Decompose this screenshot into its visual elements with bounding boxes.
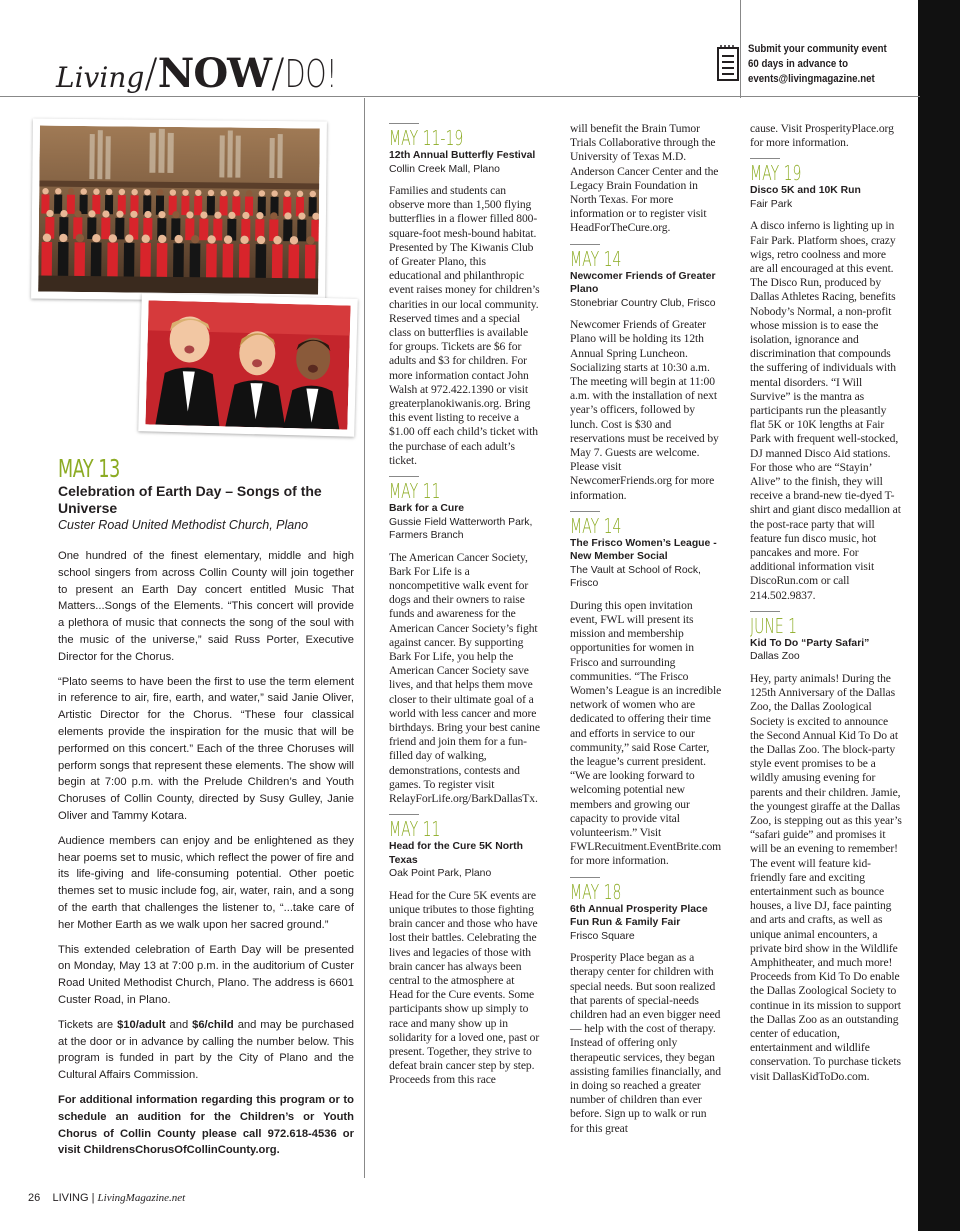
submit-line-3[interactable]: events@livingmagazine.net <box>748 73 875 85</box>
event-title: Kid To Do “Party Safari” <box>750 637 870 649</box>
events-column-1 <box>389 123 541 1088</box>
lead-title: Celebration of Earth Day – Songs of the Universe <box>58 483 322 516</box>
adult-price: $10/adult <box>117 1018 166 1031</box>
lead-body <box>58 548 354 1167</box>
submit-text <box>748 42 887 87</box>
event-venue: Frisco Square <box>570 930 635 942</box>
event-date: MAY 11-19 <box>389 126 464 150</box>
masthead-do: DO! <box>284 52 337 96</box>
choir-singer <box>101 218 110 240</box>
event-body: Families and students can observe more than 1,500 flying butterflies in a flower filled 800-square-foot mesh-bound habitat. Presented by The Kiwanis Club of Greater Plano, this educational and philanthropic event raises money for children’s charities in our local community. Reserved times and a special class on butterflies is available for groups. Tickets are $6 for adults and $3 for children. For more information contact John Walsh at 972.422.1390 or visit greaterplanokiwanis.org. Bring this event listing to receive a $1.00 off each child’s ticket with the purchase of each adult’s ticket. <box>389 184 540 467</box>
event-date: MAY 14 <box>570 513 622 538</box>
choir-singer <box>67 195 75 214</box>
event-date: MAY 11 <box>389 817 441 842</box>
event-venue: Collin Creek Mall, Plano <box>389 163 500 175</box>
choir-singer <box>194 196 202 215</box>
event-rule <box>570 877 600 878</box>
footer-site: LivingMagazine.net <box>97 1192 186 1204</box>
event-rule <box>389 123 419 124</box>
event-date: JUNE 1 <box>750 613 798 638</box>
boys-choir-image <box>145 300 350 429</box>
lead-contact: For additional information regarding this program or to schedule an audition for the Children’s or Youth Chorus of Collin County please call 972.618-4536 or visit ChildrensChorusOfCollinCounty.org. <box>58 1093 354 1157</box>
tickets-and: and <box>165 1018 193 1031</box>
choir-singer <box>297 220 306 242</box>
lead-venue: Custer Road United Methodist Church, Plano <box>58 518 309 532</box>
column-rule <box>364 98 365 1178</box>
masthead-living: Living <box>56 61 145 94</box>
event-title: 12th Annual Butterfly Festival <box>389 150 536 161</box>
submit-note <box>716 42 916 92</box>
submit-line-2: 60 days in advance to <box>748 58 849 70</box>
event-title: The Frisco Women’s League - New Member Social <box>570 537 717 563</box>
event-title: Disco 5K and 10K Run <box>750 185 861 197</box>
page-edge-bar <box>918 0 960 1231</box>
event-body: Hey, party animals! During the 125th Anniversary of the Dallas Zoo, the Dallas Zoological Society is excited to announce the Second Annual Kid To Do at the Dallas Zoo. The block-party style event promises to be a wildly amusing evening for parents and their children. Jamie, the youngest giraffe at the Dallas Zoo, is stepping out as this year’s “safari guide” and promises it will be an evening to remember! The event will feature kid-friendly fare and exciting entertainment such as bounce houses, a live DJ, face painting and arts and crafts, as well as unique animal encounters, a private bird show in the Wildlife Amphitheater, and much more! Proceeds from Kid To Do enable the Dallas Zoological Society to continue in its mission to support the Dallas Zoo as an outstanding center of education, entertainment and wildlife conservation. To purchase tickets visit DallasKidToDo.com. <box>750 671 902 1083</box>
event-body-continued: cause. Visit ProsperityPlace.org for more information. <box>750 122 894 150</box>
event-body: Head for the Cure 5K events are unique tributes to those fighting brain cancer and those who have lost their battles. Celebrating the lives and legacies of those with brain cancer has always been central to the atmosphere at Head for the Cure events. Some participants show up simply to race and many show up in solidarity for a loved one, past or present. Together, they strive to defeat brain cancer step by step. Proceeds from this race <box>389 888 540 1087</box>
event-title: Newcomer Friends of Greater Plano <box>570 270 716 296</box>
event-body: The American Cancer Society, Bark For Life is a noncompetitive walk event for dogs and their owners to raise funds and awareness for the American Cancer Society’s fight against cancer. By supporting Bark For Life, you help the American Cancer Society save lives, and that helps them move closer to their ultimate goal of a world with less cancer and more birthdays. Bring your best canine friend and join them for a fun-filled day of walking, demonstrations, contests and games. To register visit RelayForLife.org/BarkDallasTx. <box>389 550 540 806</box>
masthead-slash: / <box>144 51 158 97</box>
event-body: Newcomer Friends of Greater Plano will be holding its 12th Annual Spring Luncheon. Socializing starts at 10:30 a.m. The meeting will begin at 11:00 a.m. with the installation of next year’s officers, followed by lunch. Cost is $30 and reservations must be received by May 7. Guests are welcome. Please visit NewcomerFriends.org for more information. <box>570 318 719 502</box>
footer-separator: | <box>91 1192 95 1204</box>
lead-paragraph: This extended celebration of Earth Day will be presented on Monday, May 13 at 7:00 p.m. in the auditorium of Custer Road United Methodist Church, Plano. The address is 6601 Custer Road, in Plano. <box>58 943 354 1006</box>
lead-paragraph-tickets <box>58 1017 354 1084</box>
tickets-text: Tickets are <box>58 1018 118 1031</box>
masthead <box>56 50 359 97</box>
event-venue: Fair Park <box>750 198 793 210</box>
event-rule <box>570 244 600 245</box>
choir-singer <box>115 218 124 240</box>
event-venue: Gussie Field Watterworth Park, Farmers Branch <box>389 516 533 542</box>
lead-paragraph: “Plato seems to have been the first to use the term element in reference to air, fire, earth, and water,” said Janie Oliver, Artistic Director for the Chorus. “These four classical elements provide the inspiration for the music that will be performed on this concert.” Each of the three Choruses will perform songs that represent these elements. The show will begin at 7:00 p.m. with the Prelude Children’s and Youth Choruses of Collin County, directed by Susy Gulley, Janie Oliver and Tammy Kotara. <box>58 675 354 822</box>
events-column-2 <box>570 122 722 1136</box>
masthead-now: NOW <box>157 50 272 97</box>
notepad-icon <box>716 44 740 82</box>
header-rule <box>0 96 920 97</box>
choir-singer <box>207 196 215 215</box>
event-title: 6th Annual Prosperity Place Fun Run & Family Fair <box>570 903 708 929</box>
boys-choir-photo <box>138 293 358 437</box>
choir-photo <box>31 118 327 301</box>
event-venue: Oak Point Park, Plano <box>389 868 492 880</box>
lead-paragraph: One hundred of the finest elementary, middle and high school singers from across Collin County will join together to present an Earth Day concert entitled Music That Matters...Songs of the Elements. “This concert will provide a plethora of music that connects the song of the soul with the music of the universe,” said Russ Porter, Executive Director for the Chorus. <box>58 550 354 663</box>
page-footer <box>28 1192 185 1204</box>
choir-singer <box>219 196 227 215</box>
event-rule <box>750 158 780 159</box>
event-date: MAY 11 <box>389 479 441 504</box>
events-column-3 <box>750 122 902 1084</box>
event-venue: Dallas Zoo <box>750 651 800 663</box>
event-rule <box>389 814 419 815</box>
event-venue: Stonebriar Country Club, Frisco <box>570 297 716 309</box>
event-date: MAY 19 <box>750 161 802 186</box>
event-title: Bark for a Cure <box>389 503 465 515</box>
choir-photo-image <box>38 126 320 295</box>
event-rule <box>389 476 419 477</box>
footer-brand: LIVING <box>52 1192 89 1204</box>
tickets-post: and may be purchased at the door or in advance by calling the number below. This program is funded in part by the City of Plano and the Cultural Affairs Commission. <box>58 1018 354 1082</box>
event-rule <box>750 611 780 612</box>
event-body: Prosperity Place began as a therapy center for children with special needs. But soon realized that parents of special-needs children had an even bigger need –– help with the cost of therapy. Instead of offering only therapeutic services, they began assisting families financially, and in doing so reached a greater number of children than ever before. Sign up to walk or run for this great <box>570 951 721 1135</box>
lead-paragraph: Audience members can enjoy and be enlightened as they hear poems set to music, which reflect the power of fire and its life-giving and life-consuming potential. Other poetic themes set to music include fog, air, water, rain, and a song of the earth that challenges the listener to, “...take care of her Mother Earth as we walk upon her sacred ground.” <box>58 834 354 931</box>
event-venue: The Vault at School of Rock, Frisco <box>570 564 701 590</box>
submit-line-1: Submit your community event <box>748 43 887 55</box>
choir-singer <box>54 194 62 213</box>
lead-date: MAY 13 <box>58 454 120 483</box>
masthead-slash-2: / <box>271 51 285 97</box>
event-body: During this open invitation event, FWL will present its mission and membership opportunities for women in Frisco and surrounding communities. “The Frisco Women’s League is an incredible network of women who are dedicated to offering their time and efforts in service to our community,” said Rose Carter, the league’s current president. “We are looking forward to welcoming potential new members and growing our capacity to provide vital volunteerism.” Visit FWLRecuitment.EventBrite.com for more information. <box>570 598 722 868</box>
event-rule <box>570 511 600 512</box>
page-number: 26 <box>28 1192 41 1204</box>
choir-singer <box>79 195 87 214</box>
event-body-continued: will benefit the Brain Tumor Trials Collaborative through the University of Texas M.D. Anderson Cancer Center and the Legacy Brain Foundation in North Texas. For more information or to register visit HeadForTheCure.org. <box>570 122 719 235</box>
child-price: $6/child <box>192 1018 234 1031</box>
choir-singer <box>199 219 208 241</box>
event-date: MAY 18 <box>570 879 622 904</box>
event-date: MAY 14 <box>570 246 622 271</box>
event-body: A disco inferno is lighting up in Fair Park. Platform shoes, crazy wigs, retro coolness and more are all encouraged at this event. The Disco Run, produced by Dallas Athletes Racing, benefits Nobody’s Normal, a non-profit whose mission is to ease the isolation, ignorance and discrimination that compounds the suffering of individuals with mental disorders. “I Will Survive” is the mantra as participants run the pleasantly flat 5K or 10K lengths at Fair Park with frequent well-stocked, DJ manned Disco Aid stations. For those who are “Stayin’ Alive” to the finish, they will receive a brand-new tie-dyed T-shirt and giant disco medallion at the post-race party that will feature fun disco music, hot pancakes and more. For additional information visit DiscoRun.com or call 214.502.9837. <box>750 219 901 602</box>
event-title: Head for the Cure 5K North Texas <box>389 841 523 866</box>
